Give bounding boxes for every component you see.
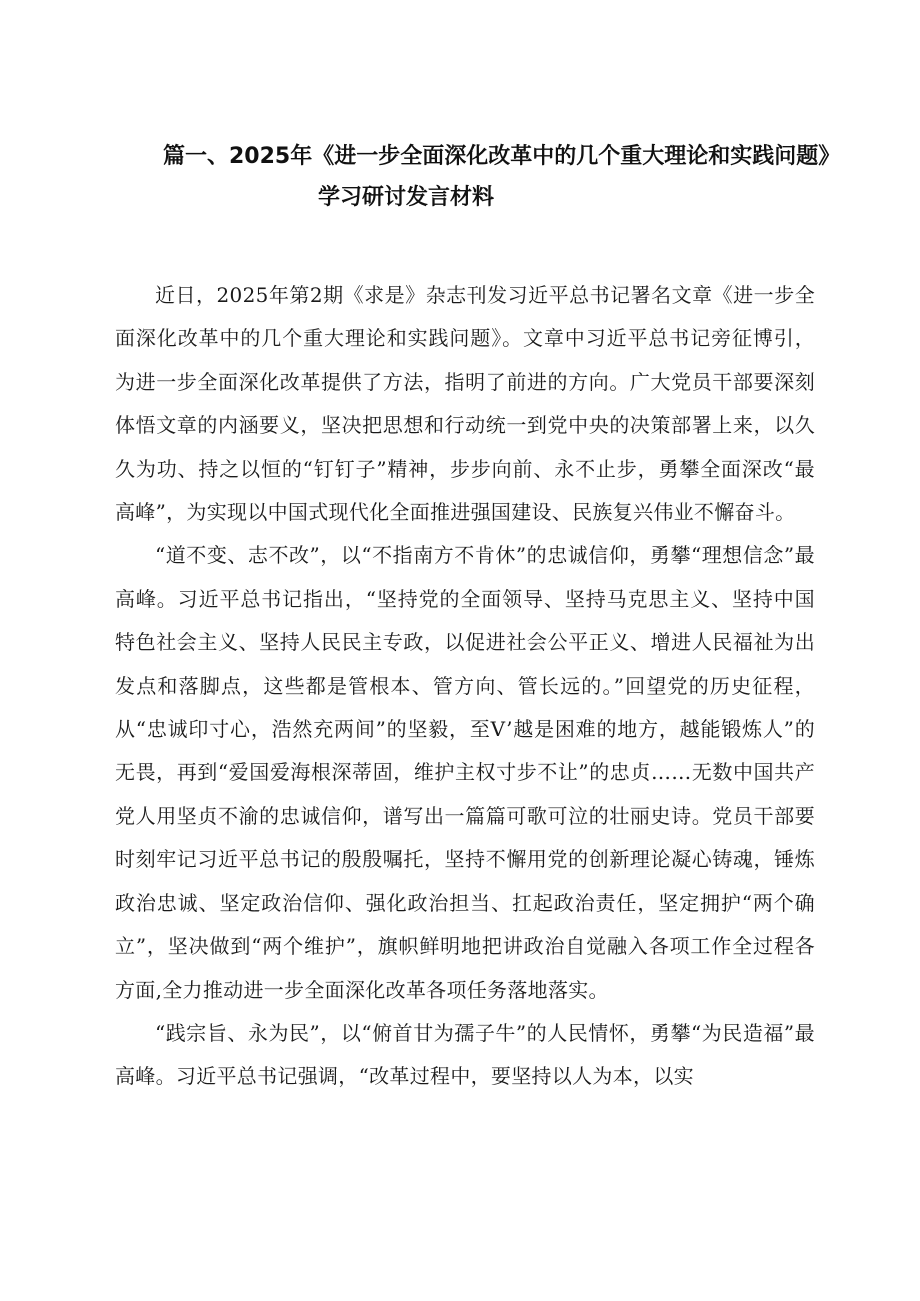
paragraph-2: “道不变、志不改”，以“不指南方不肯休”的忠诚信仰，勇攀“理想信念”最高峰。习近平总书记指出，“坚持党的全面领导、坚持马克思主义、坚持中国特色社会主义、坚持人民民主专政，以促进社会公平正义、增进人民福祉为出发点和落脚点，这些都是管根本、管方向、管长远的。”回望党的历史征程，从“忠诚印寸心，浩然充两间”的坚毅，至V’越是困难的地方，越能锻炼人”的无畏，再到“爱国爱海根深蒂固，维护主权寸步不让”的忠贞……无数中国共产党人用坚贞不渝的忠诚信仰，谱写出一篇篇可歌可泣的壮丽史诗。党员干部要时刻牢记习近平总书记的殷殷嘱托，坚持不懈用党的创新理论凝心铸魂，锤炼政治忠诚、坚定政治信仰、强化政治担当、扛起政治责任，坚定拥护“两个确立”，坚决做到“两个维护”，旗帜鲜明地把讲政治自觉融入各项工作全过程各方面,全力推动进一步全面深化改革各项任务落地落实。 <box>115 543 815 1002</box>
paragraph-3: “践宗旨、永为民”，以“俯首甘为孺子牛”的人民情怀，勇攀“为民造福”最高峰。习近平总书记强调，“改革过程中，要坚持以人为本，以实 <box>115 1020 815 1089</box>
paragraph-1: 近日，2025年第2期《求是》杂志刊发习近平总书记署名文章《进一步全面深化改革中的几个重大理论和实践问题》。文章中习近平总书记旁征博引，为进一步全面深化改革提供了方法，指明了前进的方向。广大党员干部要深刻体悟文章的内涵要义，坚决把思想和行动统一到党中央的决策部署上来，以久久为功、持之以恒的“钉钉子”精神，步步向前、永不止步，勇攀全面深改“最高峰”，为实现以中国式现代化全面推进强国建设、民族复兴伟业不懈奋斗。 <box>115 283 815 525</box>
title-line-2: 学习研讨发言材料 <box>318 185 495 210</box>
document-title <box>100 136 860 218</box>
document-body <box>115 274 815 1099</box>
title-line-1: 篇一、2025年《进一步全面深化改革中的几个重大理论和实践问题》 <box>163 144 841 169</box>
